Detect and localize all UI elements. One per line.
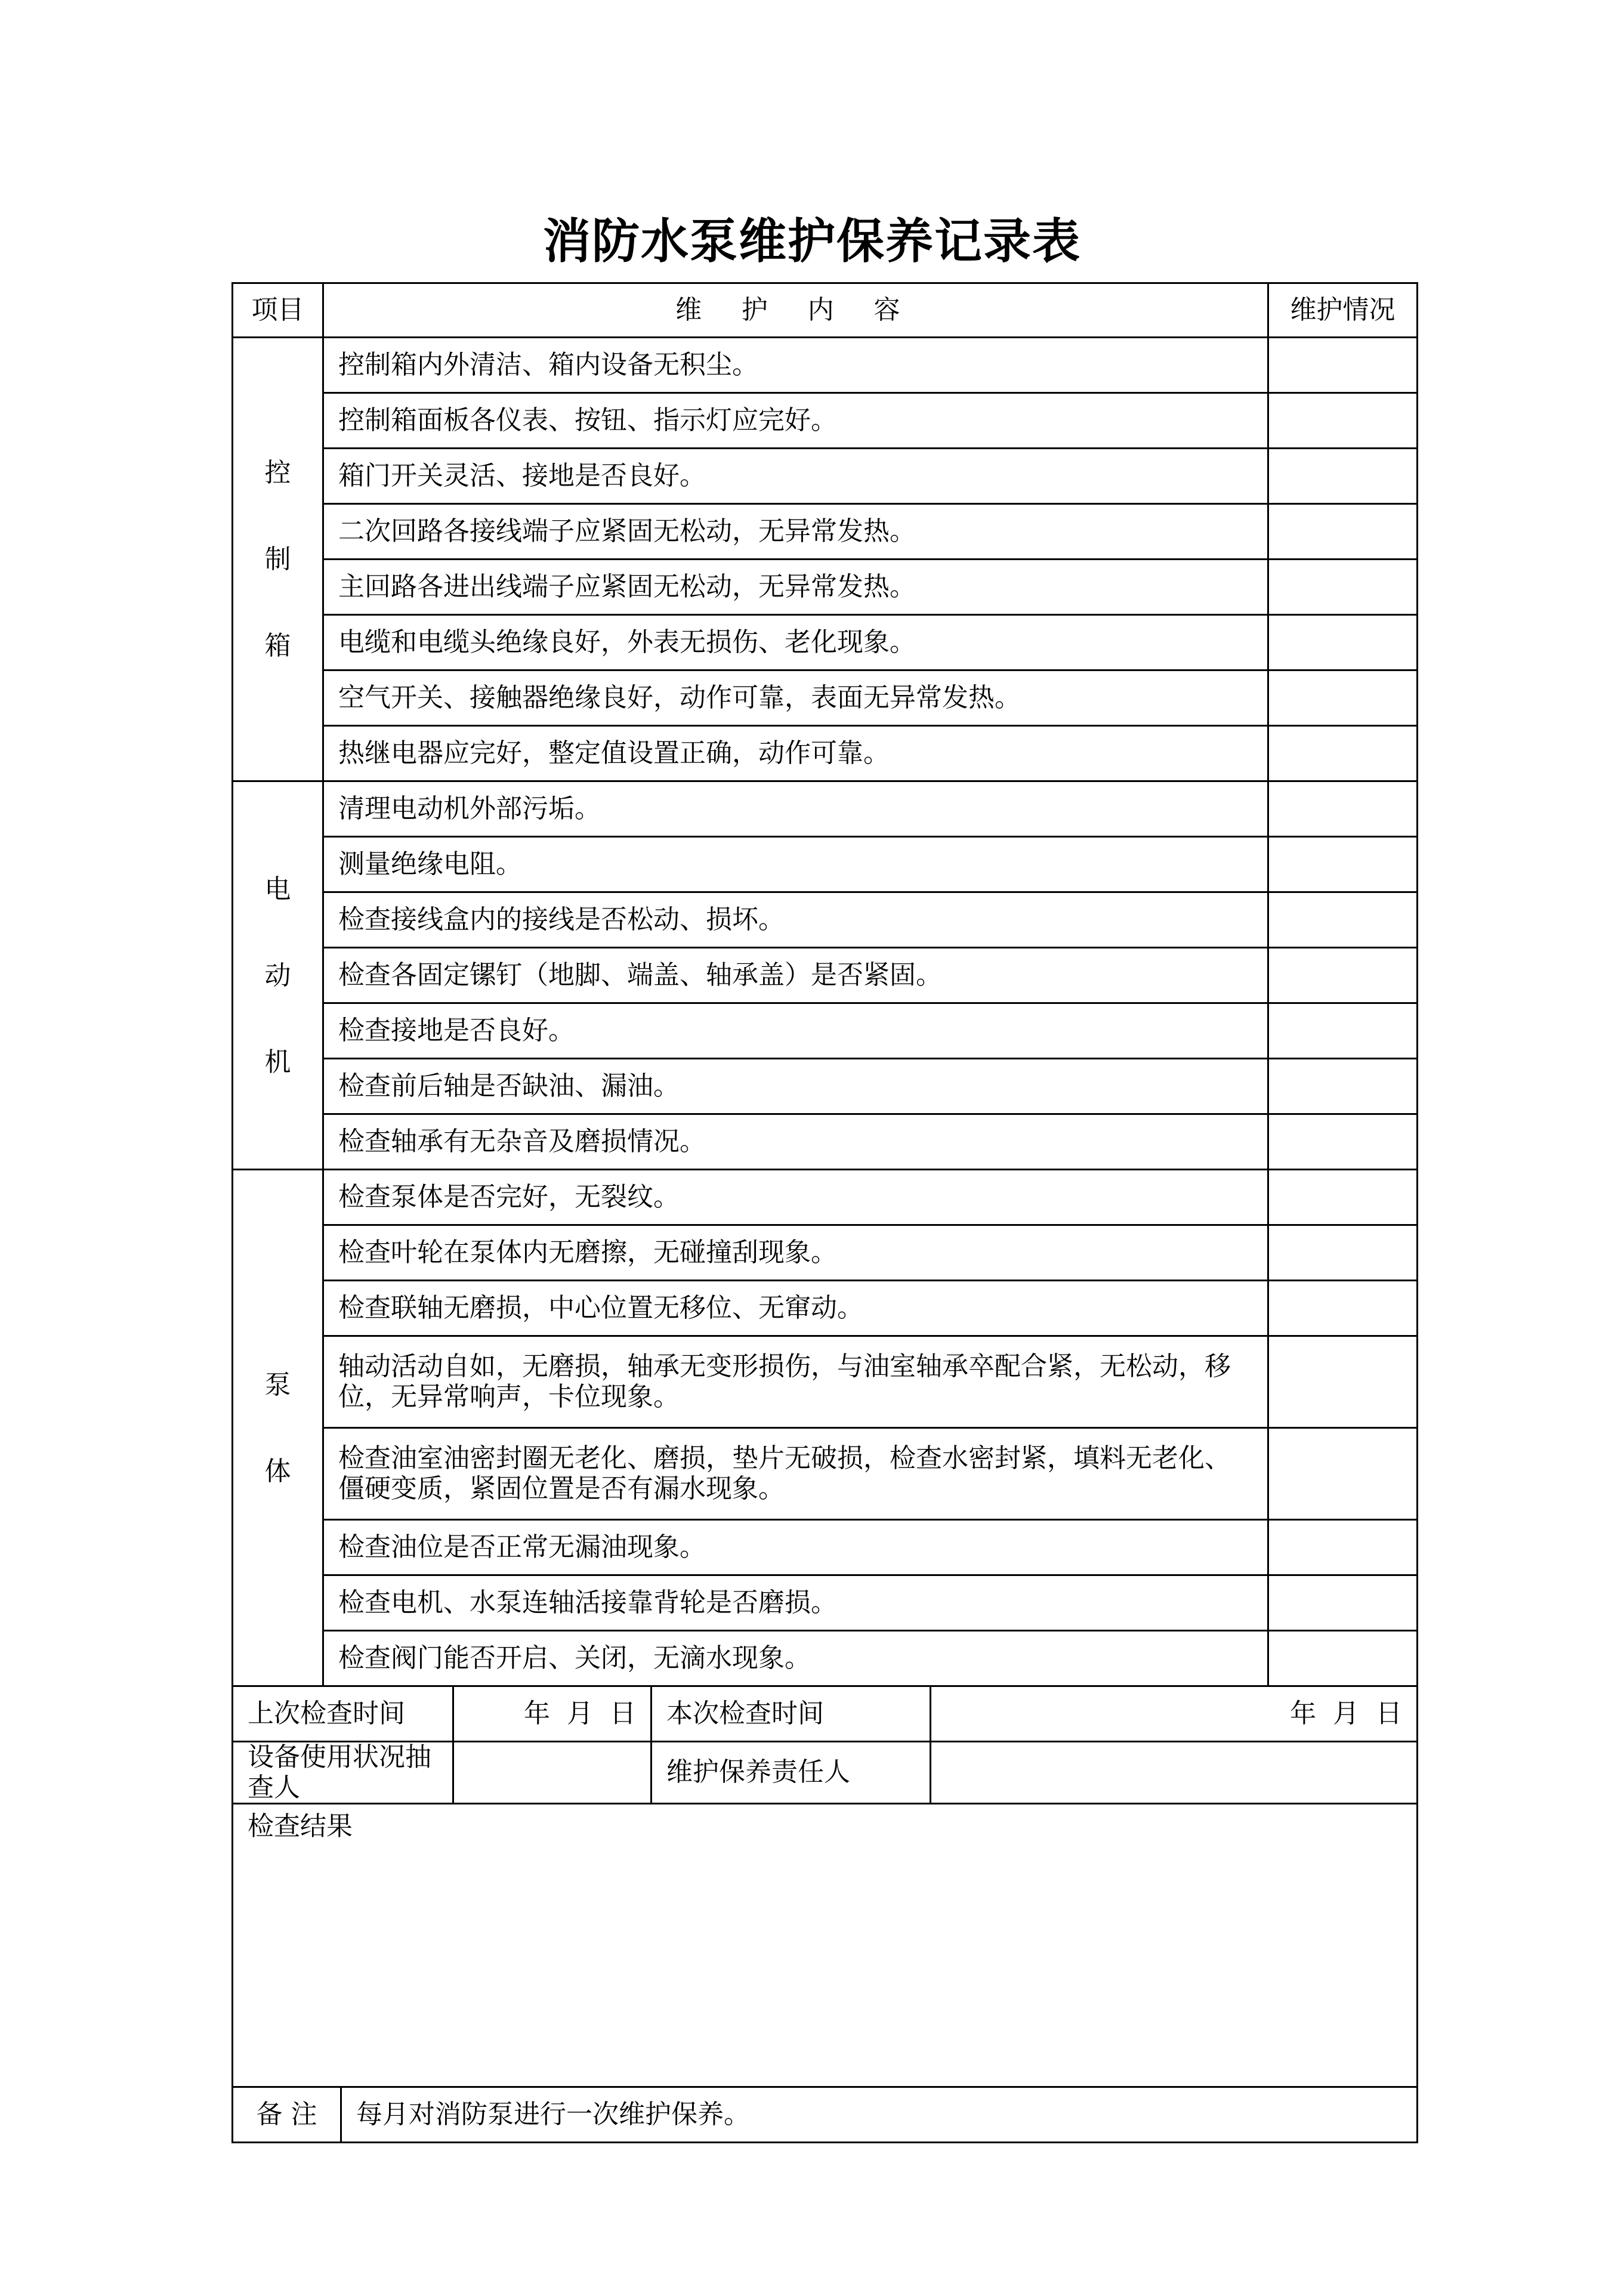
- status-cell[interactable]: [1268, 1225, 1418, 1281]
- maintenance-item: 检查叶轮在泵体内无磨擦，无碰撞刮现象。: [323, 1225, 1268, 1281]
- category-char: 控: [264, 458, 291, 488]
- category-char: 箱: [264, 631, 291, 661]
- status-cell[interactable]: [1268, 892, 1418, 948]
- table-row: [233, 948, 1418, 1003]
- status-cell[interactable]: [1268, 393, 1418, 449]
- table-row: [233, 449, 1418, 504]
- maintenance-item: 检查轴承有无杂音及磨损情况。: [323, 1114, 1268, 1170]
- table-row: [233, 837, 1418, 892]
- table-row: [233, 892, 1418, 948]
- status-cell[interactable]: [1268, 670, 1418, 726]
- remark-row: [233, 2087, 1418, 2143]
- maintenance-item: 检查油室油密封圈无老化、磨损，垫片无破损，检查水密封紧，填料无老化、僵硬变质，紧固位置是否有漏水现象。: [323, 1428, 1268, 1520]
- table-row: [233, 1225, 1418, 1281]
- maintenance-item: 二次回路各接线端子应紧固无松动，无异常发热。: [323, 504, 1268, 560]
- header-row: [233, 283, 1418, 338]
- remark-label: 备 注: [233, 2087, 341, 2143]
- maintenance-item: 主回路各进出线端子应紧固无松动，无异常发热。: [323, 560, 1268, 615]
- maintenance-item: 检查前后轴是否缺油、漏油。: [323, 1059, 1268, 1114]
- status-cell[interactable]: [1268, 338, 1418, 393]
- category-char: 动: [264, 960, 291, 991]
- header-status: 维护情况: [1268, 283, 1418, 338]
- table-row: [233, 504, 1418, 560]
- status-cell[interactable]: [1268, 781, 1418, 837]
- table-row: [233, 1003, 1418, 1059]
- last-check-date[interactable]: 年 月 日: [453, 1686, 652, 1742]
- category-char: 体: [264, 1456, 291, 1487]
- status-cell[interactable]: [1268, 948, 1418, 1003]
- maintenance-item: 测量绝缘电阻。: [323, 837, 1268, 892]
- status-cell[interactable]: [1268, 1003, 1418, 1059]
- maintenance-item: 空气开关、接触器绝缘良好，动作可靠，表面无异常发热。: [323, 670, 1268, 726]
- maintainer-label: 维护保养责任人: [652, 1742, 931, 1804]
- maintainer-field[interactable]: [931, 1742, 1418, 1804]
- maintenance-item: 检查各固定镙钉（地脚、端盖、轴承盖）是否紧固。: [323, 948, 1268, 1003]
- status-cell[interactable]: [1268, 560, 1418, 615]
- table-row: [233, 1428, 1418, 1520]
- header-content: 维 护 内 容: [323, 283, 1268, 338]
- this-check-date[interactable]: 年 月 日: [931, 1686, 1418, 1742]
- status-cell[interactable]: [1268, 1059, 1418, 1114]
- maintenance-item: 电缆和电缆头绝缘良好，外表无损伤、老化现象。: [323, 615, 1268, 670]
- maintenance-item: 检查阀门能否开启、关闭，无滴水现象。: [323, 1631, 1268, 1686]
- table-row: [233, 781, 1418, 837]
- maintenance-item: 检查泵体是否完好，无裂纹。: [323, 1170, 1268, 1225]
- header-item: 项目: [233, 283, 323, 338]
- table-row: [233, 670, 1418, 726]
- maintenance-item: 轴动活动自如，无磨损，轴承无变形损伤，与油室轴承卒配合紧，无松动，移位，无异常响声，卡位现象。: [323, 1336, 1268, 1428]
- maintenance-item: 检查接地是否良好。: [323, 1003, 1268, 1059]
- maintenance-item: 检查电机、水泵连轴活接靠背轮是否磨损。: [323, 1575, 1268, 1631]
- maintenance-item: 检查油位是否正常无漏油现象。: [323, 1520, 1268, 1575]
- maintenance-record-table: [231, 282, 1418, 2143]
- page-title: 消防水泵维护保养记录表: [543, 214, 1081, 269]
- table-row: [233, 393, 1418, 449]
- responsible-row: [233, 1742, 1418, 1804]
- status-cell[interactable]: [1268, 1575, 1418, 1631]
- status-cell[interactable]: [1268, 1631, 1418, 1686]
- status-cell[interactable]: [1268, 1281, 1418, 1336]
- category-char: 电: [264, 873, 291, 904]
- status-cell[interactable]: [1268, 449, 1418, 504]
- table-row: [233, 1336, 1418, 1428]
- category-char: 机: [264, 1046, 291, 1077]
- check-date-row: [233, 1686, 1418, 1742]
- this-check-label: 本次检查时间: [652, 1686, 931, 1742]
- category-cell: [233, 781, 323, 1170]
- table-row: [233, 1114, 1418, 1170]
- table-row: [233, 1281, 1418, 1336]
- status-cell[interactable]: [1268, 615, 1418, 670]
- maintenance-item: 热继电器应完好，整定值设置正确，动作可靠。: [323, 726, 1268, 781]
- status-cell[interactable]: [1268, 1170, 1418, 1225]
- last-check-label: 上次检查时间: [233, 1686, 453, 1742]
- category-char: 泵: [264, 1369, 291, 1400]
- maintenance-item: 检查联轴无磨损，中心位置无移位、无窜动。: [323, 1281, 1268, 1336]
- remark-text: 每月对消防泵进行一次维护保养。: [341, 2087, 1418, 2143]
- maintenance-item: 清理电动机外部污垢。: [323, 781, 1268, 837]
- table-row: [233, 1059, 1418, 1114]
- maintenance-item: 检查接线盒内的接线是否松动、损坏。: [323, 892, 1268, 948]
- table-row: [233, 726, 1418, 781]
- status-cell[interactable]: [1268, 504, 1418, 560]
- table-row: [233, 1575, 1418, 1631]
- inspector-label: 设备使用状况抽查人: [233, 1742, 453, 1804]
- result-field[interactable]: 检查结果: [233, 1804, 1418, 2087]
- table-row: [233, 338, 1418, 393]
- table-row: [233, 1520, 1418, 1575]
- maintenance-item: 箱门开关灵活、接地是否良好。: [323, 449, 1268, 504]
- category-cell: [233, 1170, 323, 1686]
- table-row: [233, 1170, 1418, 1225]
- status-cell[interactable]: [1268, 1428, 1418, 1520]
- maintenance-item: 控制箱面板各仪表、按钮、指示灯应完好。: [323, 393, 1268, 449]
- status-cell[interactable]: [1268, 726, 1418, 781]
- result-row: [233, 1804, 1418, 2087]
- status-cell[interactable]: [1268, 837, 1418, 892]
- category-cell: [233, 338, 323, 781]
- inspector-field[interactable]: [453, 1742, 652, 1804]
- maintenance-item: 控制箱内外清洁、箱内设备无积尘。: [323, 338, 1268, 393]
- table-row: [233, 615, 1418, 670]
- status-cell[interactable]: [1268, 1114, 1418, 1170]
- category-char: 制: [264, 544, 291, 574]
- table-row: [233, 560, 1418, 615]
- status-cell[interactable]: [1268, 1336, 1418, 1428]
- table-row: [233, 1631, 1418, 1686]
- status-cell[interactable]: [1268, 1520, 1418, 1575]
